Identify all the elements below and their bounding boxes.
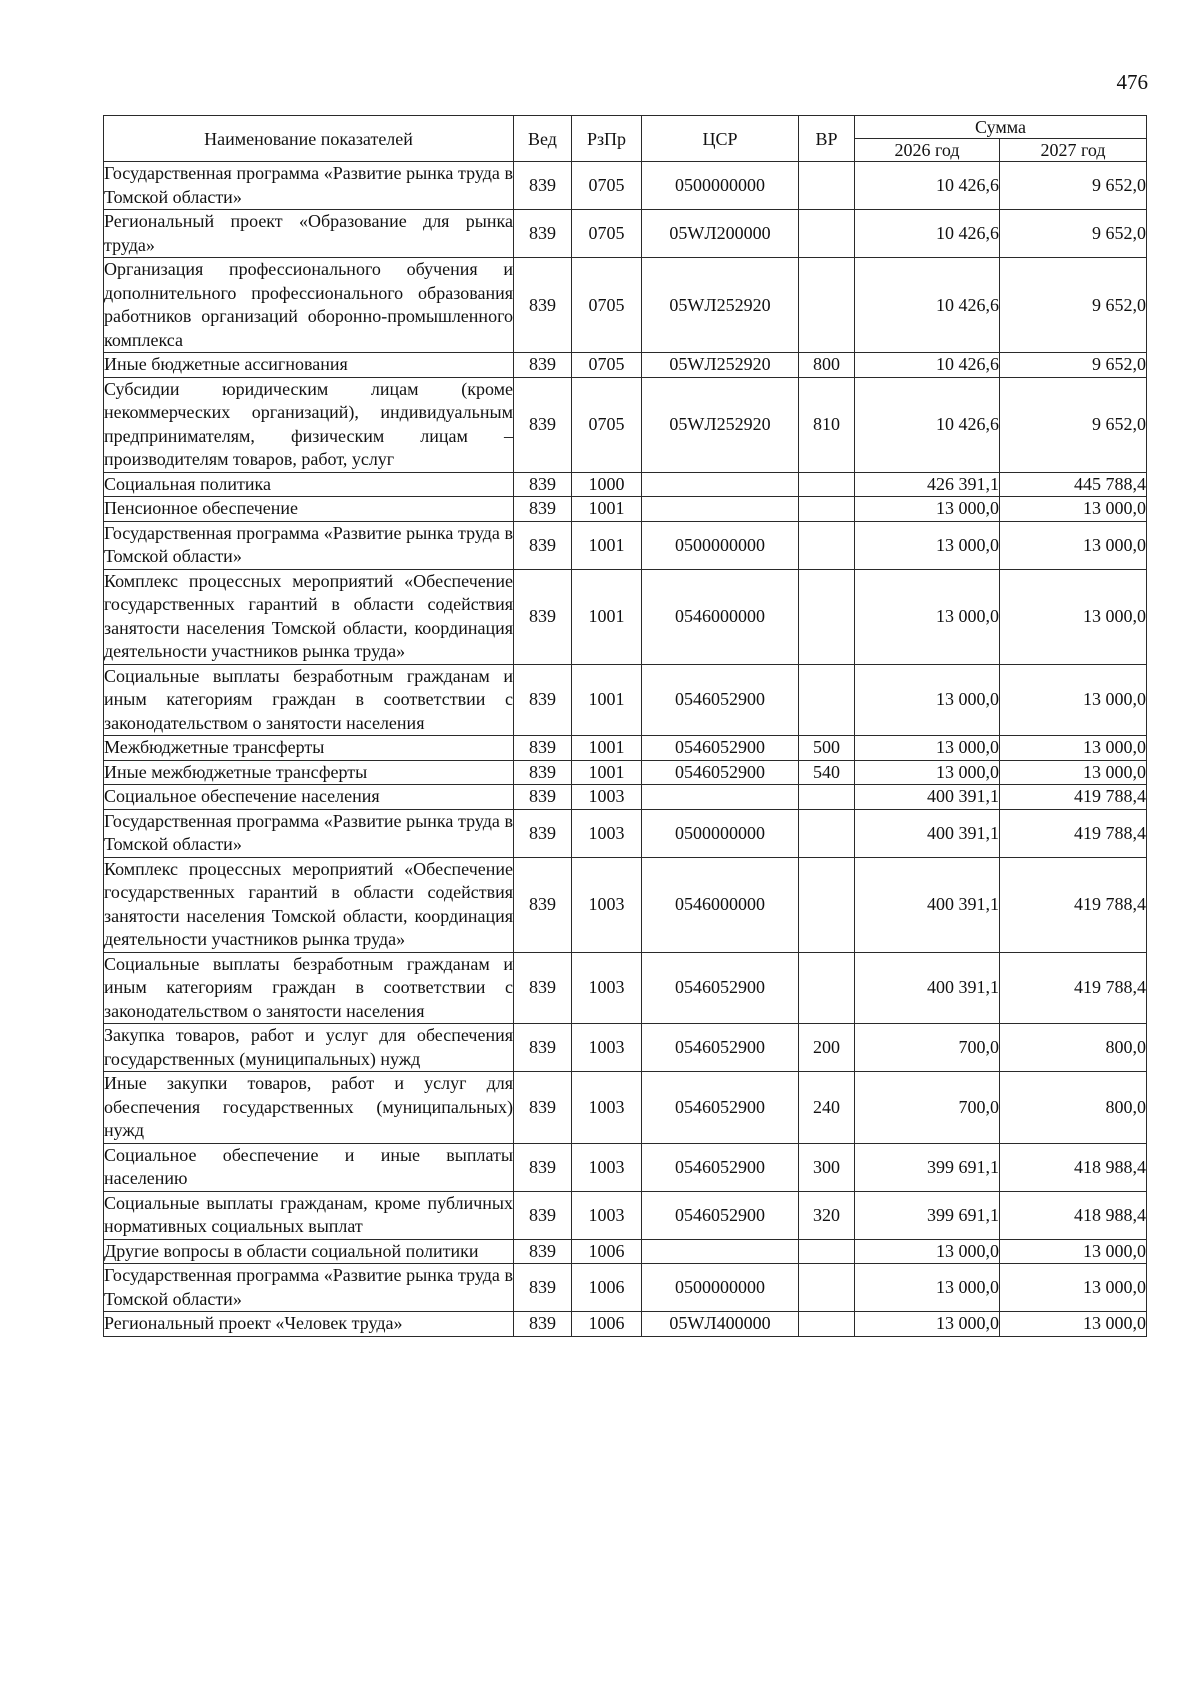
cell-rzpr: 1003 (572, 1191, 642, 1239)
cell-name: Социальные выплаты гражданам, кроме публичных нормативных социальных выплат (104, 1191, 514, 1239)
cell-rzpr: 0705 (572, 353, 642, 378)
page-number: 476 (1116, 70, 1148, 94)
cell-name: Региональный проект «Образование для рынка труда» (104, 210, 514, 258)
cell-y2026: 400 391,1 (855, 857, 1000, 952)
cell-y2027: 800,0 (1000, 1072, 1147, 1144)
cell-ved: 839 (514, 785, 572, 810)
header-rzpr: РзПр (572, 116, 642, 162)
cell-y2027: 13 000,0 (1000, 1264, 1147, 1312)
cell-vr (799, 1239, 855, 1264)
cell-name: Социальные выплаты безработным гражданам и иным категориям граждан в соответствии с законодательством о занятости населения (104, 664, 514, 736)
cell-y2027: 419 788,4 (1000, 785, 1147, 810)
cell-y2027: 13 000,0 (1000, 1239, 1147, 1264)
table-row (104, 760, 1147, 785)
cell-rzpr: 1003 (572, 809, 642, 857)
cell-ved: 839 (514, 353, 572, 378)
cell-ved: 839 (514, 1143, 572, 1191)
cell-ved: 839 (514, 1312, 572, 1337)
cell-name: Иные бюджетные ассигнования (104, 353, 514, 378)
table-row (104, 664, 1147, 736)
cell-ved: 839 (514, 1264, 572, 1312)
table-row (104, 377, 1147, 472)
cell-csr: 0500000000 (642, 809, 799, 857)
cell-csr: 0546000000 (642, 569, 799, 664)
cell-name: Закупка товаров, работ и услуг для обеспечения государственных (муниципальных) нужд (104, 1024, 514, 1072)
cell-rzpr: 1001 (572, 521, 642, 569)
cell-name: Иные закупки товаров, работ и услуг для обеспечения государственных (муниципальных) нужд (104, 1072, 514, 1144)
header-csr: ЦСР (642, 116, 799, 162)
cell-ved: 839 (514, 1072, 572, 1144)
table-body (104, 162, 1147, 1337)
cell-csr: 0546052900 (642, 1143, 799, 1191)
cell-y2026: 400 391,1 (855, 809, 1000, 857)
cell-name: Межбюджетные трансферты (104, 736, 514, 761)
cell-ved: 839 (514, 1191, 572, 1239)
cell-y2026: 10 426,6 (855, 377, 1000, 472)
cell-vr: 810 (799, 377, 855, 472)
cell-ved: 839 (514, 377, 572, 472)
cell-ved: 839 (514, 1239, 572, 1264)
cell-rzpr: 1003 (572, 1143, 642, 1191)
cell-name: Комплекс процессных мероприятий «Обеспечение государственных гарантий в области содействия занятости населения Томской области, координация деятельности участников рынка труда» (104, 569, 514, 664)
cell-y2026: 10 426,6 (855, 258, 1000, 353)
cell-vr (799, 521, 855, 569)
cell-y2027: 13 000,0 (1000, 569, 1147, 664)
cell-y2026: 400 391,1 (855, 785, 1000, 810)
cell-name: Социальная политика (104, 472, 514, 497)
cell-csr (642, 472, 799, 497)
table-row (104, 785, 1147, 810)
table-row (104, 472, 1147, 497)
cell-y2026: 400 391,1 (855, 952, 1000, 1024)
cell-rzpr: 1001 (572, 736, 642, 761)
cell-name: Социальные выплаты безработным гражданам и иным категориям граждан в соответствии с законодательством о занятости населения (104, 952, 514, 1024)
cell-vr (799, 664, 855, 736)
cell-vr (799, 162, 855, 210)
cell-y2027: 445 788,4 (1000, 472, 1147, 497)
cell-csr: 0500000000 (642, 162, 799, 210)
cell-ved: 839 (514, 569, 572, 664)
cell-csr: 05WЛ200000 (642, 210, 799, 258)
cell-rzpr: 1003 (572, 1024, 642, 1072)
cell-y2026: 10 426,6 (855, 353, 1000, 378)
cell-ved: 839 (514, 162, 572, 210)
cell-name: Субсидии юридическим лицам (кроме некоммерческих организаций), индивидуальным предпринимателям, физическим лицам – производителям товаров, работ, услуг (104, 377, 514, 472)
cell-rzpr: 1003 (572, 1072, 642, 1144)
cell-csr: 0546052900 (642, 664, 799, 736)
cell-y2026: 700,0 (855, 1072, 1000, 1144)
cell-y2026: 13 000,0 (855, 521, 1000, 569)
table-row (104, 952, 1147, 1024)
cell-y2026: 10 426,6 (855, 162, 1000, 210)
cell-vr (799, 785, 855, 810)
cell-name: Государственная программа «Развитие рынка труда в Томской области» (104, 521, 514, 569)
cell-csr: 05WЛ252920 (642, 353, 799, 378)
cell-csr (642, 497, 799, 522)
table-row (104, 258, 1147, 353)
cell-csr: 0546052900 (642, 952, 799, 1024)
cell-y2027: 13 000,0 (1000, 736, 1147, 761)
cell-y2027: 418 988,4 (1000, 1191, 1147, 1239)
cell-vr (799, 952, 855, 1024)
cell-csr (642, 785, 799, 810)
table-row (104, 1072, 1147, 1144)
cell-y2027: 9 652,0 (1000, 353, 1147, 378)
cell-vr (799, 472, 855, 497)
cell-ved: 839 (514, 521, 572, 569)
cell-ved: 839 (514, 760, 572, 785)
cell-rzpr: 1006 (572, 1312, 642, 1337)
header-name: Наименование показателей (104, 116, 514, 162)
table-row (104, 1264, 1147, 1312)
header-sum: Сумма (855, 116, 1147, 139)
table-row (104, 162, 1147, 210)
cell-y2026: 426 391,1 (855, 472, 1000, 497)
cell-name: Социальное обеспечение населения (104, 785, 514, 810)
cell-y2027: 419 788,4 (1000, 952, 1147, 1024)
cell-y2027: 13 000,0 (1000, 760, 1147, 785)
cell-ved: 839 (514, 664, 572, 736)
table-row (104, 1191, 1147, 1239)
cell-csr: 0546052900 (642, 1072, 799, 1144)
cell-csr: 0500000000 (642, 1264, 799, 1312)
cell-csr: 0546052900 (642, 1024, 799, 1072)
cell-y2026: 700,0 (855, 1024, 1000, 1072)
cell-ved: 839 (514, 952, 572, 1024)
cell-ved: 839 (514, 857, 572, 952)
cell-y2027: 13 000,0 (1000, 664, 1147, 736)
cell-rzpr: 1001 (572, 497, 642, 522)
cell-rzpr: 0705 (572, 377, 642, 472)
cell-y2027: 800,0 (1000, 1024, 1147, 1072)
cell-y2027: 9 652,0 (1000, 210, 1147, 258)
cell-name: Организация профессионального обучения и дополнительного профессионального образования работников организаций оборонно-промышленного комплекса (104, 258, 514, 353)
table-row (104, 1312, 1147, 1337)
cell-y2026: 399 691,1 (855, 1191, 1000, 1239)
cell-name: Другие вопросы в области социальной политики (104, 1239, 514, 1264)
cell-y2027: 419 788,4 (1000, 809, 1147, 857)
cell-rzpr: 1006 (572, 1264, 642, 1312)
cell-rzpr: 1003 (572, 952, 642, 1024)
cell-name: Государственная программа «Развитие рынка труда в Томской области» (104, 162, 514, 210)
cell-y2026: 13 000,0 (855, 736, 1000, 761)
cell-vr (799, 569, 855, 664)
cell-rzpr: 0705 (572, 210, 642, 258)
budget-table (103, 115, 1147, 1337)
cell-ved: 839 (514, 210, 572, 258)
cell-rzpr: 1001 (572, 760, 642, 785)
cell-y2027: 13 000,0 (1000, 497, 1147, 522)
cell-y2026: 13 000,0 (855, 664, 1000, 736)
cell-vr (799, 1264, 855, 1312)
cell-y2027: 419 788,4 (1000, 857, 1147, 952)
table-row (104, 353, 1147, 378)
cell-vr (799, 1312, 855, 1337)
cell-rzpr: 1000 (572, 472, 642, 497)
cell-y2027: 9 652,0 (1000, 377, 1147, 472)
cell-y2026: 13 000,0 (855, 1264, 1000, 1312)
header-ved: Вед (514, 116, 572, 162)
header-year-2026: 2026 год (855, 139, 1000, 162)
cell-name: Социальное обеспечение и иные выплаты населению (104, 1143, 514, 1191)
table-row (104, 1143, 1147, 1191)
cell-rzpr: 1003 (572, 785, 642, 810)
cell-ved: 839 (514, 258, 572, 353)
header-vr: ВР (799, 116, 855, 162)
cell-y2026: 10 426,6 (855, 210, 1000, 258)
table-row (104, 1239, 1147, 1264)
cell-name: Пенсионное обеспечение (104, 497, 514, 522)
cell-y2026: 13 000,0 (855, 569, 1000, 664)
cell-y2027: 9 652,0 (1000, 162, 1147, 210)
cell-y2027: 13 000,0 (1000, 521, 1147, 569)
cell-vr: 320 (799, 1191, 855, 1239)
cell-vr: 800 (799, 353, 855, 378)
table-row (104, 1024, 1147, 1072)
table-row (104, 497, 1147, 522)
cell-ved: 839 (514, 736, 572, 761)
cell-name: Государственная программа «Развитие рынка труда в Томской области» (104, 809, 514, 857)
cell-name: Комплекс процессных мероприятий «Обеспечение государственных гарантий в области содействия занятости населения Томской области, координация деятельности участников рынка труда» (104, 857, 514, 952)
cell-y2027: 13 000,0 (1000, 1312, 1147, 1337)
table-row (104, 809, 1147, 857)
table-row (104, 210, 1147, 258)
table-row (104, 736, 1147, 761)
table-row (104, 569, 1147, 664)
cell-ved: 839 (514, 809, 572, 857)
cell-y2026: 13 000,0 (855, 497, 1000, 522)
cell-vr (799, 497, 855, 522)
cell-y2026: 13 000,0 (855, 1239, 1000, 1264)
cell-rzpr: 1006 (572, 1239, 642, 1264)
cell-vr: 500 (799, 736, 855, 761)
table-header (104, 116, 1147, 162)
cell-y2027: 9 652,0 (1000, 258, 1147, 353)
cell-rzpr: 0705 (572, 258, 642, 353)
cell-y2026: 13 000,0 (855, 760, 1000, 785)
table-row (104, 521, 1147, 569)
cell-csr: 0546052900 (642, 1191, 799, 1239)
cell-vr: 240 (799, 1072, 855, 1144)
cell-rzpr: 0705 (572, 162, 642, 210)
cell-csr: 05WЛ400000 (642, 1312, 799, 1337)
header-year-2027: 2027 год (1000, 139, 1147, 162)
cell-vr (799, 857, 855, 952)
cell-csr: 0546000000 (642, 857, 799, 952)
cell-y2027: 418 988,4 (1000, 1143, 1147, 1191)
cell-csr: 0500000000 (642, 521, 799, 569)
cell-name: Государственная программа «Развитие рынка труда в Томской области» (104, 1264, 514, 1312)
cell-y2026: 13 000,0 (855, 1312, 1000, 1337)
cell-rzpr: 1001 (572, 569, 642, 664)
cell-vr (799, 258, 855, 353)
cell-vr (799, 210, 855, 258)
cell-name: Региональный проект «Человек труда» (104, 1312, 514, 1337)
cell-csr: 0546052900 (642, 760, 799, 785)
cell-csr: 0546052900 (642, 736, 799, 761)
cell-name: Иные межбюджетные трансферты (104, 760, 514, 785)
cell-csr: 05WЛ252920 (642, 377, 799, 472)
cell-ved: 839 (514, 472, 572, 497)
cell-ved: 839 (514, 497, 572, 522)
cell-vr: 540 (799, 760, 855, 785)
cell-ved: 839 (514, 1024, 572, 1072)
table-row (104, 857, 1147, 952)
cell-csr (642, 1239, 799, 1264)
cell-vr: 200 (799, 1024, 855, 1072)
cell-rzpr: 1001 (572, 664, 642, 736)
cell-csr: 05WЛ252920 (642, 258, 799, 353)
cell-vr (799, 809, 855, 857)
cell-vr: 300 (799, 1143, 855, 1191)
cell-y2026: 399 691,1 (855, 1143, 1000, 1191)
cell-rzpr: 1003 (572, 857, 642, 952)
